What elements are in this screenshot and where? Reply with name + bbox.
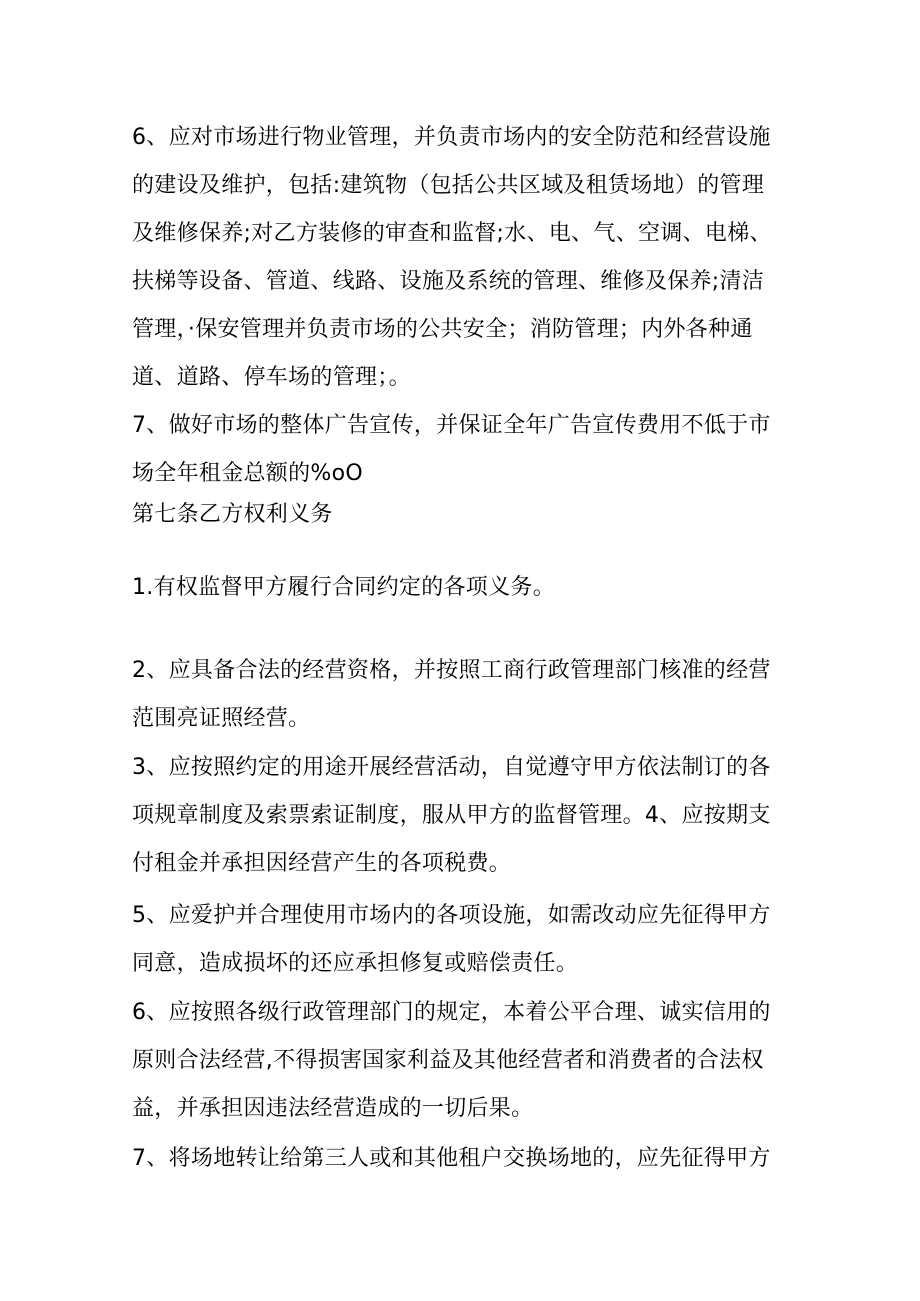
text-line: 益，并承担因违法经营造成的一切后果。 — [132, 1096, 534, 1121]
text-line: 场全年租金总额的%oO — [132, 461, 363, 486]
text-line: 付租金并承担因经营产生的各项税费。 — [132, 851, 512, 876]
text-line: 同意，造成损坏的还应承担修复或赔偿责任。 — [132, 951, 579, 976]
text-line: 原则合法经营,不得损害国家利益及其他经营者和消费者的合法权 — [132, 1048, 764, 1073]
text-line: 及维修保养;对乙方装修的审查和监督;水、电、气、空调、电梯、 — [132, 221, 772, 246]
text-line: 扶梯等设备、管道、线路、设施及系统的管理、维修及保养;清洁 — [132, 269, 765, 294]
text-line: 2、应具备合法的经营资格，并按照工商行政管理部门核准的经营 — [132, 658, 771, 683]
text-line: 3、应按照约定的用途开展经营活动，自觉遵守甲方依法制订的各 — [132, 755, 771, 780]
text-line: 7、做好市场的整体广告宣传，并保证全年广告宣传费用不低于市 — [132, 413, 771, 438]
text-line: 1.有权监督甲方履行合同约定的各项义务。 — [132, 575, 555, 600]
text-line: 5、应爱护并合理使用市场内的各项设施，如需改动应先征得甲方 — [132, 903, 771, 928]
section-heading: 第七条乙方权利义务 — [132, 502, 333, 527]
text-line: 范围亮证照经营。 — [132, 706, 311, 731]
text-line: 6、应对市场进行物业管理，并负责市场内的安全防范和经营设施 — [132, 125, 771, 150]
text-line: 7、将场地转让给第三人或和其他租户交换场地的，应先征得甲方 — [132, 1146, 771, 1171]
text-line: 道、道路、停车场的管理；。 — [132, 365, 411, 390]
text-line: 项规章制度及索票索证制度，服从甲方的监督管理。4、应按期支 — [132, 803, 771, 828]
text-line: 的建设及维护，包括:建筑物（包括公共区域及租赁场地）的管理 — [132, 173, 765, 198]
text-line: 6、应按照各级行政管理部门的规定，本着公平合理、诚实信用的 — [132, 1000, 771, 1025]
text-line: 管理，·保安管理并负责市场的公共安全；消防管理；内外各种通 — [132, 317, 753, 342]
